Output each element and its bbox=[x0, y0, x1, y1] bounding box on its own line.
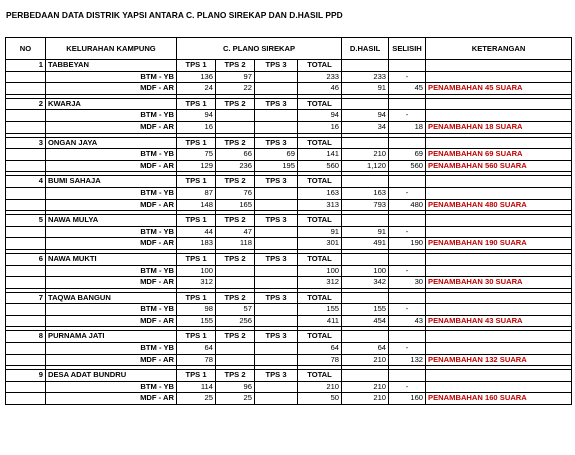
dhasil-value: 233 bbox=[342, 71, 389, 83]
keterangan-note bbox=[426, 343, 572, 355]
kelurahan-name: ONGAN JAYA bbox=[46, 137, 177, 149]
table-row bbox=[6, 393, 572, 405]
tps1-value: 312 bbox=[177, 277, 216, 289]
group-header-row bbox=[6, 292, 572, 304]
table-row bbox=[6, 110, 572, 122]
empty-cell bbox=[342, 253, 389, 265]
row-number: 7 bbox=[6, 292, 46, 304]
dhasil-value: 91 bbox=[342, 226, 389, 238]
selisih-value: - bbox=[389, 343, 426, 355]
keterangan-note: PENAMBAHAN 480 SUARA bbox=[426, 199, 572, 211]
empty-cell bbox=[6, 199, 46, 211]
pair-label: BTM - YB bbox=[46, 343, 177, 355]
keterangan-note: PENAMBAHAN 160 SUARA bbox=[426, 393, 572, 405]
tps3-value bbox=[255, 199, 298, 211]
sub-header-cell: TPS 3 bbox=[255, 60, 298, 72]
tps1-value: 44 bbox=[177, 226, 216, 238]
sub-header-cell: TPS 1 bbox=[177, 370, 216, 382]
tps1-value: 148 bbox=[177, 199, 216, 211]
keterangan-note bbox=[426, 226, 572, 238]
group-header-row bbox=[6, 253, 572, 265]
pair-label: MDF - AR bbox=[46, 83, 177, 95]
keterangan-note: PENAMBAHAN 132 SUARA bbox=[426, 354, 572, 366]
selisih-value: 560 bbox=[389, 160, 426, 172]
tps2-value: 97 bbox=[216, 71, 255, 83]
empty-cell bbox=[6, 187, 46, 199]
empty-cell bbox=[426, 137, 572, 149]
empty-cell bbox=[389, 253, 426, 265]
group-header-row bbox=[6, 137, 572, 149]
kelurahan-name: PURNAMA JATI bbox=[46, 331, 177, 343]
selisih-value: 18 bbox=[389, 121, 426, 133]
sub-header-cell: TPS 2 bbox=[216, 331, 255, 343]
empty-cell bbox=[6, 381, 46, 393]
total-value: 155 bbox=[298, 304, 342, 316]
kelurahan-name: KWARJA bbox=[46, 98, 177, 110]
kelurahan-name: NAWA MUKTI bbox=[46, 253, 177, 265]
tps3-value bbox=[255, 187, 298, 199]
total-value: 313 bbox=[298, 199, 342, 211]
total-value: 91 bbox=[298, 226, 342, 238]
tps3-value bbox=[255, 381, 298, 393]
sub-header-cell: TOTAL bbox=[298, 331, 342, 343]
group-header-row bbox=[6, 215, 572, 227]
total-value: 141 bbox=[298, 149, 342, 161]
pair-label: BTM - YB bbox=[46, 110, 177, 122]
keterangan-note bbox=[426, 304, 572, 316]
dhasil-value: 210 bbox=[342, 381, 389, 393]
pair-label: BTM - YB bbox=[46, 187, 177, 199]
pair-label: MDF - AR bbox=[46, 277, 177, 289]
sub-header-cell: TPS 3 bbox=[255, 292, 298, 304]
sub-header-cell: TPS 1 bbox=[177, 253, 216, 265]
tps1-value: 136 bbox=[177, 71, 216, 83]
row-number: 3 bbox=[6, 137, 46, 149]
table-row bbox=[6, 304, 572, 316]
tps3-value bbox=[255, 238, 298, 250]
table-row bbox=[6, 187, 572, 199]
empty-cell bbox=[6, 110, 46, 122]
tps2-value: 76 bbox=[216, 187, 255, 199]
table-row bbox=[6, 71, 572, 83]
table-body bbox=[6, 60, 572, 405]
tps2-value: 118 bbox=[216, 238, 255, 250]
row-number: 4 bbox=[6, 176, 46, 188]
total-value: 301 bbox=[298, 238, 342, 250]
sub-header-cell: TPS 2 bbox=[216, 137, 255, 149]
kelurahan-name: DESA ADAT BUNDRU bbox=[46, 370, 177, 382]
selisih-value: - bbox=[389, 71, 426, 83]
keterangan-note bbox=[426, 381, 572, 393]
pair-label: MDF - AR bbox=[46, 238, 177, 250]
sub-header-cell: TPS 2 bbox=[216, 253, 255, 265]
dhasil-value: 342 bbox=[342, 277, 389, 289]
header-dhasil: D.HASIL bbox=[342, 38, 389, 60]
document-title: PERBEDAAN DATA DISTRIK YAPSI ANTARA C. PLANO SIREKAP DAN D.HASIL PPD bbox=[6, 10, 343, 20]
table-row bbox=[6, 315, 572, 327]
table-row bbox=[6, 83, 572, 95]
tps2-value: 57 bbox=[216, 304, 255, 316]
table-row bbox=[6, 238, 572, 250]
pair-label: BTM - YB bbox=[46, 304, 177, 316]
keterangan-note bbox=[426, 265, 572, 277]
sub-header-cell: TPS 1 bbox=[177, 98, 216, 110]
row-number: 5 bbox=[6, 215, 46, 227]
tps1-value: 94 bbox=[177, 110, 216, 122]
tps1-value: 25 bbox=[177, 393, 216, 405]
total-value: 46 bbox=[298, 83, 342, 95]
row-number: 8 bbox=[6, 331, 46, 343]
empty-cell bbox=[426, 331, 572, 343]
total-value: 94 bbox=[298, 110, 342, 122]
empty-cell bbox=[389, 60, 426, 72]
keterangan-note: PENAMBAHAN 30 SUARA bbox=[426, 277, 572, 289]
tps3-value bbox=[255, 277, 298, 289]
tps2-value: 236 bbox=[216, 160, 255, 172]
table-row bbox=[6, 160, 572, 172]
dhasil-value: 793 bbox=[342, 199, 389, 211]
empty-cell bbox=[389, 98, 426, 110]
empty-cell bbox=[389, 370, 426, 382]
empty-cell bbox=[389, 137, 426, 149]
sub-header-cell: TOTAL bbox=[298, 215, 342, 227]
pair-label: MDF - AR bbox=[46, 315, 177, 327]
table-row bbox=[6, 121, 572, 133]
sub-header-cell: TPS 2 bbox=[216, 370, 255, 382]
kelurahan-name: TABBEYAN bbox=[46, 60, 177, 72]
tps1-value: 64 bbox=[177, 343, 216, 355]
total-value: 50 bbox=[298, 393, 342, 405]
empty-cell bbox=[389, 215, 426, 227]
sub-header-cell: TPS 1 bbox=[177, 215, 216, 227]
table-row bbox=[6, 277, 572, 289]
keterangan-note: PENAMBAHAN 560 SUARA bbox=[426, 160, 572, 172]
tps1-value: 100 bbox=[177, 265, 216, 277]
kelurahan-name: TAQWA BANGUN bbox=[46, 292, 177, 304]
sub-header-cell: TOTAL bbox=[298, 98, 342, 110]
empty-cell bbox=[342, 98, 389, 110]
sub-header-cell: TPS 2 bbox=[216, 292, 255, 304]
selisih-value: - bbox=[389, 265, 426, 277]
group-header-row bbox=[6, 370, 572, 382]
tps2-value: 25 bbox=[216, 393, 255, 405]
selisih-value: - bbox=[389, 187, 426, 199]
dhasil-value: 34 bbox=[342, 121, 389, 133]
header-selisih: SELISIH bbox=[389, 38, 426, 60]
dhasil-value: 210 bbox=[342, 149, 389, 161]
tps2-value bbox=[216, 265, 255, 277]
row-number: 2 bbox=[6, 98, 46, 110]
group-header-row bbox=[6, 176, 572, 188]
sub-header-cell: TPS 3 bbox=[255, 253, 298, 265]
empty-cell bbox=[6, 238, 46, 250]
sub-header-cell: TPS 3 bbox=[255, 98, 298, 110]
dhasil-value: 210 bbox=[342, 393, 389, 405]
dhasil-value: 454 bbox=[342, 315, 389, 327]
header-row bbox=[6, 38, 572, 60]
keterangan-note bbox=[426, 71, 572, 83]
sub-header-cell: TPS 1 bbox=[177, 60, 216, 72]
total-value: 16 bbox=[298, 121, 342, 133]
sub-header-cell: TPS 3 bbox=[255, 215, 298, 227]
keterangan-note: PENAMBAHAN 190 SUARA bbox=[426, 238, 572, 250]
empty-cell bbox=[426, 176, 572, 188]
selisih-value: - bbox=[389, 110, 426, 122]
selisih-value: 43 bbox=[389, 315, 426, 327]
tps3-value bbox=[255, 315, 298, 327]
total-value: 78 bbox=[298, 354, 342, 366]
sub-header-cell: TPS 2 bbox=[216, 60, 255, 72]
row-number: 1 bbox=[6, 60, 46, 72]
dhasil-value: 100 bbox=[342, 265, 389, 277]
sub-header-cell: TPS 3 bbox=[255, 370, 298, 382]
total-value: 312 bbox=[298, 277, 342, 289]
selisih-value: - bbox=[389, 226, 426, 238]
header-keterangan: KETERANGAN bbox=[426, 38, 572, 60]
empty-cell bbox=[342, 176, 389, 188]
table-row bbox=[6, 199, 572, 211]
header-kelurahan: KELURAHAN KAMPUNG bbox=[46, 38, 177, 60]
sub-header-cell: TPS 3 bbox=[255, 331, 298, 343]
dhasil-value: 91 bbox=[342, 83, 389, 95]
selisih-value: 69 bbox=[389, 149, 426, 161]
sub-header-cell: TOTAL bbox=[298, 176, 342, 188]
tps2-value bbox=[216, 354, 255, 366]
tps3-value bbox=[255, 265, 298, 277]
empty-cell bbox=[426, 292, 572, 304]
keterangan-note: PENAMBAHAN 18 SUARA bbox=[426, 121, 572, 133]
group-header-row bbox=[6, 98, 572, 110]
row-number: 6 bbox=[6, 253, 46, 265]
empty-cell bbox=[6, 354, 46, 366]
pair-label: BTM - YB bbox=[46, 71, 177, 83]
empty-cell bbox=[426, 60, 572, 72]
tps3-value bbox=[255, 304, 298, 316]
table-row bbox=[6, 354, 572, 366]
tps1-value: 24 bbox=[177, 83, 216, 95]
tps2-value: 96 bbox=[216, 381, 255, 393]
empty-cell bbox=[6, 265, 46, 277]
tps1-value: 114 bbox=[177, 381, 216, 393]
tps2-value bbox=[216, 110, 255, 122]
total-value: 100 bbox=[298, 265, 342, 277]
tps1-value: 183 bbox=[177, 238, 216, 250]
empty-cell bbox=[389, 176, 426, 188]
selisih-value: - bbox=[389, 381, 426, 393]
selisih-value: 190 bbox=[389, 238, 426, 250]
pair-label: MDF - AR bbox=[46, 393, 177, 405]
empty-cell bbox=[6, 304, 46, 316]
empty-cell bbox=[342, 292, 389, 304]
sub-header-cell: TPS 2 bbox=[216, 215, 255, 227]
total-value: 560 bbox=[298, 160, 342, 172]
empty-cell bbox=[426, 215, 572, 227]
sub-header-cell: TPS 2 bbox=[216, 98, 255, 110]
tps3-value bbox=[255, 71, 298, 83]
sub-header-cell: TPS 3 bbox=[255, 137, 298, 149]
empty-cell bbox=[426, 370, 572, 382]
header-plano: C. PLANO SIREKAP bbox=[177, 38, 342, 60]
dhasil-value: 155 bbox=[342, 304, 389, 316]
empty-cell bbox=[342, 137, 389, 149]
tps1-value: 87 bbox=[177, 187, 216, 199]
selisih-value: 45 bbox=[389, 83, 426, 95]
tps3-value bbox=[255, 121, 298, 133]
tps2-value bbox=[216, 343, 255, 355]
group-header-row bbox=[6, 60, 572, 72]
empty-cell bbox=[6, 71, 46, 83]
table-row bbox=[6, 226, 572, 238]
tps1-value: 75 bbox=[177, 149, 216, 161]
tps2-value: 22 bbox=[216, 83, 255, 95]
pair-label: BTM - YB bbox=[46, 265, 177, 277]
tps2-value: 47 bbox=[216, 226, 255, 238]
selisih-value: 30 bbox=[389, 277, 426, 289]
pair-label: MDF - AR bbox=[46, 354, 177, 366]
empty-cell bbox=[342, 215, 389, 227]
tps3-value: 195 bbox=[255, 160, 298, 172]
sub-header-cell: TPS 1 bbox=[177, 176, 216, 188]
tps2-value: 256 bbox=[216, 315, 255, 327]
table-row bbox=[6, 381, 572, 393]
tps1-value: 78 bbox=[177, 354, 216, 366]
total-value: 210 bbox=[298, 381, 342, 393]
total-value: 233 bbox=[298, 71, 342, 83]
keterangan-note: PENAMBAHAN 69 SUARA bbox=[426, 149, 572, 161]
empty-cell bbox=[6, 315, 46, 327]
sub-header-cell: TOTAL bbox=[298, 370, 342, 382]
empty-cell bbox=[342, 60, 389, 72]
empty-cell bbox=[342, 331, 389, 343]
selisih-value: - bbox=[389, 304, 426, 316]
dhasil-value: 1,120 bbox=[342, 160, 389, 172]
total-value: 411 bbox=[298, 315, 342, 327]
sub-header-cell: TOTAL bbox=[298, 292, 342, 304]
sub-header-cell: TPS 2 bbox=[216, 176, 255, 188]
sub-header-cell: TOTAL bbox=[298, 253, 342, 265]
empty-cell bbox=[6, 226, 46, 238]
tps3-value bbox=[255, 393, 298, 405]
sub-header-cell: TOTAL bbox=[298, 137, 342, 149]
sub-header-cell: TPS 3 bbox=[255, 176, 298, 188]
kelurahan-name: NAWA MULYA bbox=[46, 215, 177, 227]
empty-cell bbox=[389, 331, 426, 343]
selisih-value: 132 bbox=[389, 354, 426, 366]
pair-label: MDF - AR bbox=[46, 199, 177, 211]
tps3-value bbox=[255, 354, 298, 366]
tps1-value: 16 bbox=[177, 121, 216, 133]
keterangan-note: PENAMBAHAN 43 SUARA bbox=[426, 315, 572, 327]
sub-header-cell: TPS 1 bbox=[177, 137, 216, 149]
empty-cell bbox=[426, 98, 572, 110]
keterangan-note: PENAMBAHAN 45 SUARA bbox=[426, 83, 572, 95]
tps3-value: 69 bbox=[255, 149, 298, 161]
keterangan-note bbox=[426, 110, 572, 122]
pair-label: MDF - AR bbox=[46, 121, 177, 133]
tps1-value: 129 bbox=[177, 160, 216, 172]
pair-label: BTM - YB bbox=[46, 381, 177, 393]
tps2-value: 165 bbox=[216, 199, 255, 211]
empty-cell bbox=[6, 343, 46, 355]
tps3-value bbox=[255, 110, 298, 122]
tps3-value bbox=[255, 83, 298, 95]
keterangan-note bbox=[426, 187, 572, 199]
empty-cell bbox=[342, 370, 389, 382]
sub-header-cell: TPS 1 bbox=[177, 292, 216, 304]
tps1-value: 155 bbox=[177, 315, 216, 327]
header-no: NO bbox=[6, 38, 46, 60]
dhasil-value: 94 bbox=[342, 110, 389, 122]
dhasil-value: 163 bbox=[342, 187, 389, 199]
table-row bbox=[6, 265, 572, 277]
comparison-table bbox=[5, 37, 572, 405]
tps3-value bbox=[255, 343, 298, 355]
pair-label: MDF - AR bbox=[46, 160, 177, 172]
selisih-value: 160 bbox=[389, 393, 426, 405]
selisih-value: 480 bbox=[389, 199, 426, 211]
empty-cell bbox=[389, 292, 426, 304]
dhasil-value: 64 bbox=[342, 343, 389, 355]
tps2-value: 66 bbox=[216, 149, 255, 161]
empty-cell bbox=[6, 83, 46, 95]
group-header-row bbox=[6, 331, 572, 343]
empty-cell bbox=[6, 393, 46, 405]
dhasil-value: 491 bbox=[342, 238, 389, 250]
tps1-value: 98 bbox=[177, 304, 216, 316]
empty-cell bbox=[6, 160, 46, 172]
empty-cell bbox=[6, 277, 46, 289]
tps2-value bbox=[216, 277, 255, 289]
total-value: 64 bbox=[298, 343, 342, 355]
dhasil-value: 210 bbox=[342, 354, 389, 366]
empty-cell bbox=[426, 253, 572, 265]
tps2-value bbox=[216, 121, 255, 133]
pair-label: BTM - YB bbox=[46, 149, 177, 161]
tps3-value bbox=[255, 226, 298, 238]
sub-header-cell: TOTAL bbox=[298, 60, 342, 72]
pair-label: BTM - YB bbox=[46, 226, 177, 238]
sub-header-cell: TPS 1 bbox=[177, 331, 216, 343]
row-number: 9 bbox=[6, 370, 46, 382]
kelurahan-name: BUMI SAHAJA bbox=[46, 176, 177, 188]
empty-cell bbox=[6, 121, 46, 133]
table-row bbox=[6, 343, 572, 355]
total-value: 163 bbox=[298, 187, 342, 199]
empty-cell bbox=[6, 149, 46, 161]
table-row bbox=[6, 149, 572, 161]
